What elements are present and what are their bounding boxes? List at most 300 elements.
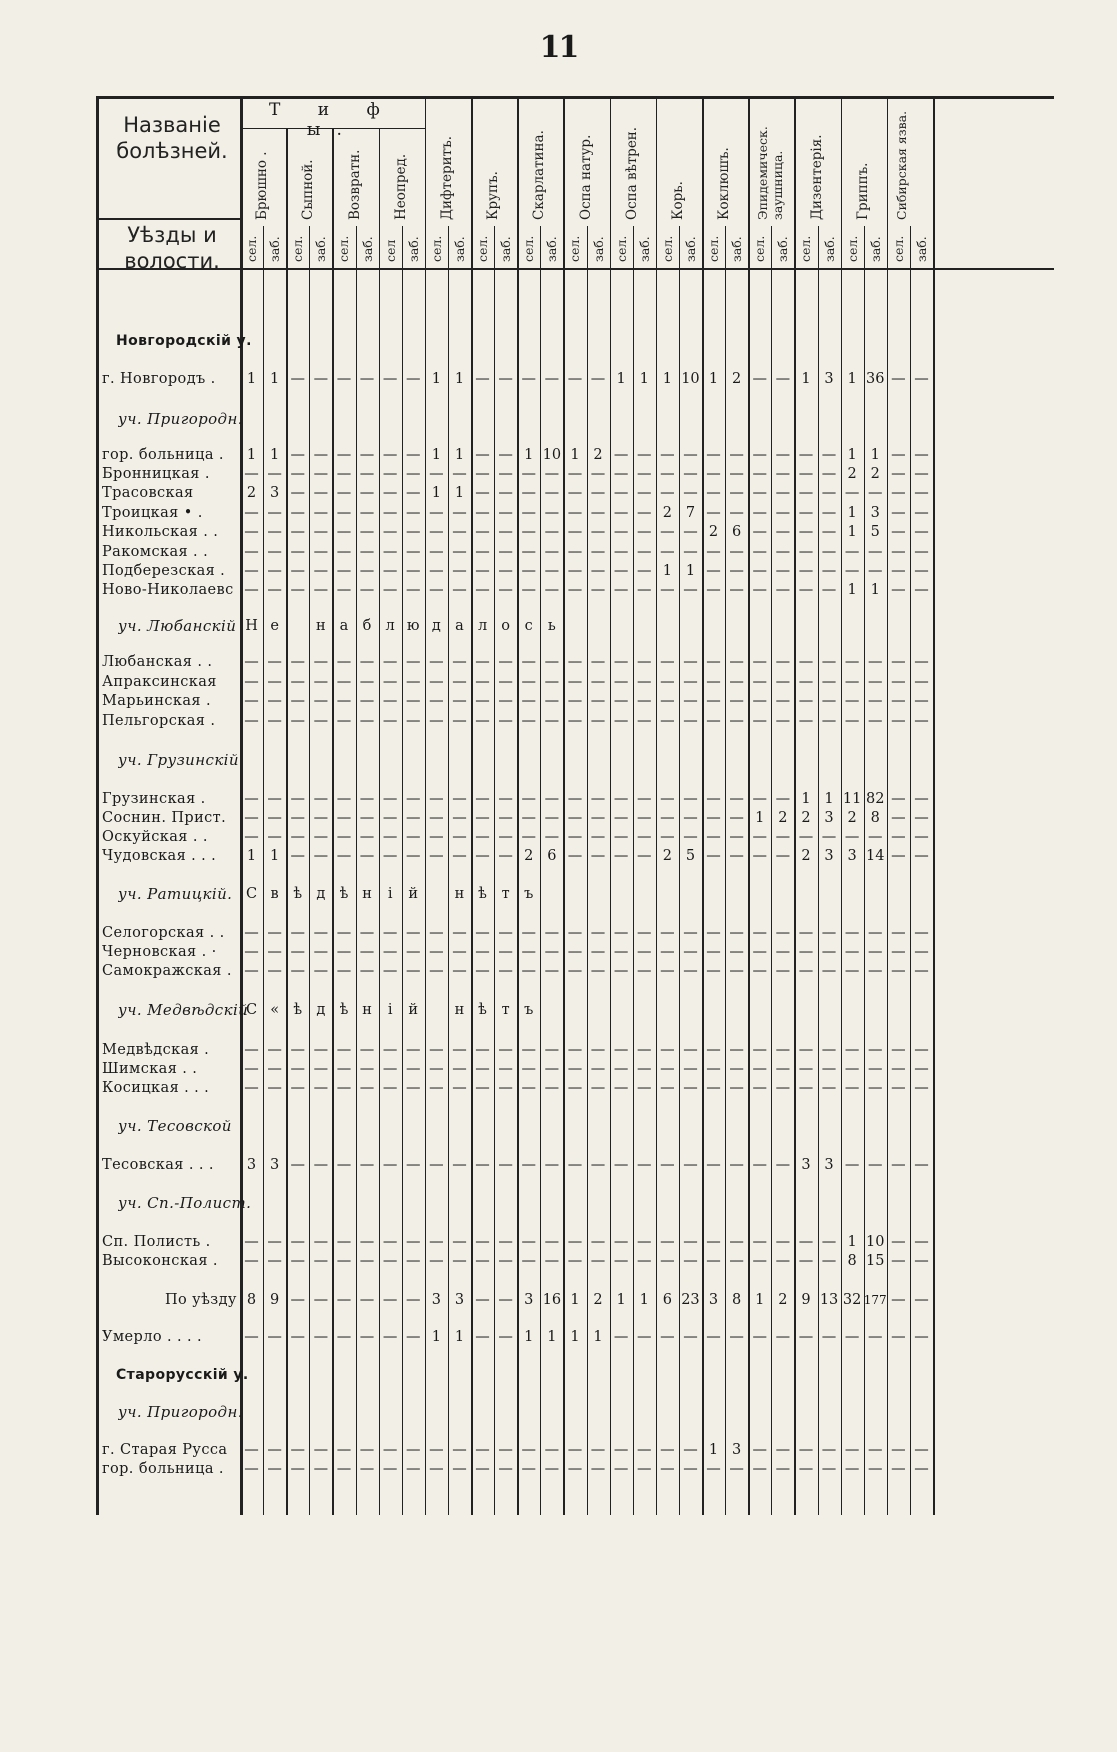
subcolumn-rule — [494, 226, 495, 1515]
table-cell: — — [244, 944, 259, 960]
table-cell: — — [452, 1157, 467, 1173]
subheader-zab: заб. — [590, 236, 606, 262]
subheader-sel: сел. — [290, 235, 306, 262]
table-cell: — — [844, 829, 860, 845]
table-cell: — — [521, 674, 536, 690]
table-cell: — — [752, 654, 767, 670]
table-cell: — — [798, 1461, 814, 1477]
table-cell: — — [336, 582, 352, 598]
table-cell: — — [244, 505, 259, 521]
table-cell: — — [405, 1442, 421, 1458]
table-cell: — — [798, 1442, 814, 1458]
table-cell: — — [867, 1042, 883, 1058]
table-cell: — — [914, 791, 929, 807]
table-cell: — — [452, 1042, 467, 1058]
table-cell: — — [267, 791, 282, 807]
table-cell: — — [267, 524, 282, 540]
row-label: Косицкая . . . — [102, 1080, 210, 1096]
table-cell: — — [729, 1461, 744, 1477]
table-cell: — — [844, 944, 860, 960]
table-cell: — — [290, 371, 305, 387]
table-cell: — — [683, 1157, 698, 1173]
table-cell: — — [405, 563, 421, 579]
table-cell: — — [405, 848, 421, 864]
table-cell: — — [359, 447, 375, 463]
table-cell: — — [567, 1461, 583, 1477]
table-cell: — — [567, 1253, 583, 1269]
table-cell: — — [613, 1234, 629, 1250]
table-cell: — — [336, 1253, 352, 1269]
table-cell: — — [706, 1253, 721, 1269]
table-cell: — — [636, 713, 652, 729]
table-cell: — — [336, 1157, 352, 1173]
table-cell: — — [567, 848, 583, 864]
table-cell: — — [429, 544, 444, 560]
table-cell: й — [408, 886, 419, 902]
table-cell: — — [729, 713, 744, 729]
table-cell: — — [475, 713, 490, 729]
table-cell: — — [475, 1461, 490, 1477]
table-cell: — — [636, 810, 652, 826]
table-cell: — — [891, 963, 906, 979]
table-cell: — — [475, 524, 490, 540]
table-cell: — — [382, 371, 398, 387]
subheader-zab: заб. — [729, 236, 745, 262]
table-cell: — — [914, 505, 929, 521]
table-cell: — — [452, 963, 467, 979]
table-cell: — — [844, 925, 860, 941]
table-cell: е — [270, 618, 279, 634]
table-cell: « — [270, 1002, 280, 1018]
table-cell: 2 — [778, 810, 788, 826]
table-cell: — — [914, 544, 929, 560]
table-cell: — — [336, 1061, 352, 1077]
table-cell: 3 — [824, 810, 834, 826]
table-cell: — — [336, 485, 352, 501]
table-cell: — — [359, 582, 375, 598]
table-cell: — — [706, 1061, 721, 1077]
table-cell: — — [891, 485, 906, 501]
table-cell: — — [267, 944, 282, 960]
table-cell: — — [544, 1061, 560, 1077]
table-cell: — — [405, 505, 421, 521]
table-cell: — — [683, 1442, 698, 1458]
table-cell: — — [660, 1442, 675, 1458]
table-cell: — — [382, 1253, 398, 1269]
table-cell: — — [729, 466, 744, 482]
table-cell: — — [891, 1292, 906, 1308]
table-cell: — — [382, 963, 398, 979]
disease-header: Возвратн. — [346, 149, 363, 220]
table-cell: ъ — [524, 1002, 534, 1018]
table-cell: 2 — [593, 447, 603, 463]
table-cell: — — [359, 1042, 375, 1058]
table-cell: — — [891, 1234, 906, 1250]
disease-header: Корь. — [669, 181, 686, 220]
table-cell: — — [844, 485, 860, 501]
table-cell: 2 — [662, 505, 672, 521]
table-cell: — — [452, 925, 467, 941]
table-cell: — — [891, 1080, 906, 1096]
table-cell: — — [683, 944, 698, 960]
subheader-zab: заб. — [451, 236, 467, 262]
table-cell: — — [844, 1442, 860, 1458]
table-cell: — — [706, 654, 721, 670]
table-cell: — — [775, 654, 791, 670]
table-cell: — — [660, 654, 675, 670]
table-cell: — — [775, 1461, 791, 1477]
table-cell: — — [359, 848, 375, 864]
table-cell: — — [636, 524, 652, 540]
table-cell: — — [752, 1061, 767, 1077]
table-cell: — — [752, 1329, 767, 1345]
table-cell: — — [544, 1461, 560, 1477]
table-cell: — — [775, 925, 791, 941]
row-label: Ново-Николаевс — [102, 582, 234, 598]
table-cell: — — [382, 925, 398, 941]
table-cell: — — [359, 674, 375, 690]
row-label: Старорусскій у. — [116, 1367, 249, 1383]
table-cell: — — [729, 654, 744, 670]
table-cell: — — [567, 829, 583, 845]
table-cell: — — [359, 524, 375, 540]
subheader-zab: заб. — [544, 236, 560, 262]
table-cell: — — [498, 944, 513, 960]
subheader-zab: заб. — [913, 236, 929, 262]
table-cell: — — [498, 447, 513, 463]
table-cell: — — [290, 674, 305, 690]
table-cell: — — [914, 1329, 929, 1345]
subheader-zab: заб. — [267, 236, 283, 262]
table-cell: — — [798, 466, 814, 482]
table-cell: — — [244, 1042, 259, 1058]
table-cell: 3 — [246, 1157, 257, 1173]
table-cell: — — [359, 1253, 375, 1269]
table-cell: — — [336, 447, 352, 463]
table-cell: — — [867, 944, 883, 960]
table-cell: — — [660, 674, 675, 690]
table-cell: — — [636, 829, 652, 845]
disease-header: Неопред. — [392, 153, 409, 220]
table-cell: — — [683, 1461, 698, 1477]
table-cell: — — [267, 1234, 282, 1250]
table-cell: — — [475, 1234, 490, 1250]
table-cell: 6 — [547, 848, 557, 864]
table-cell: 6 — [662, 1292, 672, 1308]
table-cell: — — [429, 582, 444, 598]
table-cell: — — [567, 674, 583, 690]
table-cell: — — [429, 524, 444, 540]
table-cell: — — [798, 654, 814, 670]
row-label: Марьинская . — [102, 693, 211, 709]
table-cell: — — [867, 713, 883, 729]
table-cell: — — [775, 466, 791, 482]
table-cell: — — [498, 1157, 513, 1173]
table-cell: 6 — [732, 524, 742, 540]
table-cell: с — [524, 618, 533, 634]
table-cell: — — [752, 848, 767, 864]
table-cell: — — [891, 1461, 906, 1477]
table-cell: — — [636, 1442, 652, 1458]
table-cell: — — [405, 1292, 421, 1308]
table-cell: — — [706, 810, 721, 826]
table-cell: 1 — [547, 1329, 557, 1345]
table-cell: 1 — [246, 371, 257, 387]
table-cell: — — [706, 713, 721, 729]
table-cell: — — [475, 1442, 490, 1458]
table-cell: — — [590, 563, 606, 579]
table-cell: — — [290, 1061, 305, 1077]
table-cell: — — [683, 1253, 698, 1269]
table-cell: — — [683, 963, 698, 979]
table-cell: 2 — [593, 1292, 603, 1308]
table-cell: — — [613, 829, 629, 845]
table-cell: — — [359, 944, 375, 960]
table-cell: — — [498, 810, 513, 826]
table-cell: — — [683, 1080, 698, 1096]
table-cell: — — [452, 505, 467, 521]
table-cell: — — [752, 1461, 767, 1477]
table-cell: — — [429, 1461, 444, 1477]
table-cell: — — [683, 1234, 698, 1250]
table-cell: — — [475, 848, 490, 864]
row-label: Чудовская . . . — [102, 848, 217, 864]
table-cell: — — [498, 693, 513, 709]
table-cell: — — [729, 791, 744, 807]
table-cell: 2 — [847, 466, 857, 482]
table-cell: — — [313, 829, 329, 845]
table-cell: — — [821, 485, 837, 501]
table-cell: — — [891, 447, 906, 463]
table-cell: — — [544, 925, 560, 941]
table-cell: — — [590, 1253, 606, 1269]
table-cell: — — [359, 505, 375, 521]
table-cell: — — [405, 944, 421, 960]
table-cell: — — [891, 944, 906, 960]
table-cell: — — [521, 1042, 536, 1058]
table-cell: — — [429, 1061, 444, 1077]
table-cell: 32 — [842, 1292, 862, 1308]
table-cell: — — [867, 925, 883, 941]
table-cell: 3 — [847, 848, 857, 864]
table-cell: 2 — [801, 810, 811, 826]
table-cell: — — [914, 693, 929, 709]
table-cell: — — [683, 1061, 698, 1077]
table-cell: — — [498, 963, 513, 979]
table-cell: — — [405, 1061, 421, 1077]
table-cell: — — [313, 1042, 329, 1058]
table-cell: 3 — [431, 1292, 441, 1308]
table-cell: — — [613, 963, 629, 979]
table-cell: — — [267, 693, 282, 709]
table-cell: — — [590, 544, 606, 560]
table-cell: — — [752, 925, 767, 941]
table-cell: — — [590, 1442, 606, 1458]
table-cell: — — [636, 791, 652, 807]
table-cell: — — [359, 791, 375, 807]
table-cell: — — [336, 944, 352, 960]
table-cell: 1 — [616, 371, 626, 387]
header-divider — [96, 218, 240, 220]
table-cell: — — [382, 1292, 398, 1308]
table-cell: — — [382, 1234, 398, 1250]
table-cell: — — [359, 810, 375, 826]
row-label: Тесовская . . . — [102, 1157, 214, 1173]
table-cell: — — [336, 544, 352, 560]
table-cell: 2 — [246, 485, 257, 501]
table-cell: — — [313, 963, 329, 979]
table-cell: — — [706, 925, 721, 941]
table-cell: — — [752, 563, 767, 579]
table-cell: — — [267, 1461, 282, 1477]
row-label: Апраксинская — [102, 674, 217, 690]
table-cell: — — [683, 466, 698, 482]
table-cell: ѣ — [293, 1002, 303, 1018]
subheader-sel: сел. — [567, 235, 583, 262]
table-cell: — — [914, 1442, 929, 1458]
table-cell: — — [590, 371, 606, 387]
table-cell: — — [429, 713, 444, 729]
table-cell: — — [660, 944, 675, 960]
table-cell: — — [498, 524, 513, 540]
table-cell: — — [452, 582, 467, 598]
table-cell: — — [429, 1234, 444, 1250]
table-cell: ю — [406, 618, 420, 634]
table-cell: — — [660, 524, 675, 540]
table-cell: — — [914, 1042, 929, 1058]
table-cell: — — [775, 582, 791, 598]
table-cell: — — [821, 654, 837, 670]
table-cell: — — [475, 485, 490, 501]
table-cell: — — [914, 1061, 929, 1077]
table-cell: — — [821, 1461, 837, 1477]
table-cell: — — [821, 1253, 837, 1269]
table-cell: — — [567, 654, 583, 670]
table-cell: — — [636, 1234, 652, 1250]
table-cell: — — [706, 1157, 721, 1173]
table-cell: 82 — [866, 791, 885, 807]
subcolumn-rule — [587, 226, 588, 1515]
table-cell: 1 — [570, 1292, 580, 1308]
table-cell: — — [521, 582, 536, 598]
table-cell: — — [613, 944, 629, 960]
table-cell: 10 — [542, 447, 562, 463]
table-cell: — — [405, 1080, 421, 1096]
table-cell: — — [891, 713, 906, 729]
table-cell: — — [798, 693, 814, 709]
table-cell: — — [706, 829, 721, 845]
table-cell: — — [844, 654, 860, 670]
table-cell: — — [867, 544, 883, 560]
table-cell: — — [475, 563, 490, 579]
table-cell: — — [521, 829, 536, 845]
table-cell: — — [567, 1234, 583, 1250]
table-cell: — — [636, 674, 652, 690]
table-cell: — — [821, 963, 837, 979]
table-cell: — — [544, 1157, 560, 1173]
table-cell: — — [405, 829, 421, 845]
table-cell: — — [867, 1061, 883, 1077]
table-cell: — — [290, 485, 305, 501]
table-cell: — — [613, 1157, 629, 1173]
table-cell: — — [267, 582, 282, 598]
subheader-sel: сел. — [613, 235, 629, 262]
table-cell: — — [613, 713, 629, 729]
table-cell: 1 — [870, 447, 880, 463]
table-cell: — — [498, 1080, 513, 1096]
table-cell: 2 — [662, 848, 672, 864]
subheader-zab: заб. — [359, 236, 375, 262]
table-cell: — — [590, 713, 606, 729]
table-cell: — — [475, 1253, 490, 1269]
table-cell: 16 — [542, 1292, 562, 1308]
table-cell: — — [244, 563, 259, 579]
table-cell: — — [775, 563, 791, 579]
table-cell: — — [544, 485, 560, 501]
table-cell: — — [544, 1442, 560, 1458]
table-cell: — — [752, 713, 767, 729]
table-cell: — — [429, 791, 444, 807]
table-cell: — — [590, 925, 606, 941]
table-cell: — — [244, 925, 259, 941]
table-cell: — — [729, 1234, 744, 1250]
table-cell: — — [521, 810, 536, 826]
table-cell: — — [290, 829, 305, 845]
table-cell: — — [914, 1292, 929, 1308]
table-cell: — — [313, 544, 329, 560]
table-cell: — — [683, 713, 698, 729]
table-cell: — — [452, 848, 467, 864]
typhus-group-label: Т и ф ы. — [269, 100, 396, 140]
table-cell: — — [244, 524, 259, 540]
table-cell: — — [821, 582, 837, 598]
table-cell: — — [914, 713, 929, 729]
table-cell: 1 — [524, 447, 534, 463]
table-cell: — — [660, 693, 675, 709]
table-cell: — — [706, 1234, 721, 1250]
table-cell: — — [498, 582, 513, 598]
table-cell: — — [613, 1061, 629, 1077]
table-cell: — — [729, 674, 744, 690]
table-cell: — — [752, 524, 767, 540]
table-cell: — — [267, 925, 282, 941]
table-cell: — — [359, 371, 375, 387]
table-cell: — — [521, 1061, 536, 1077]
table-cell: — — [590, 1080, 606, 1096]
table-cell: — — [382, 810, 398, 826]
table-cell: — — [660, 713, 675, 729]
table-cell: — — [359, 963, 375, 979]
table-cell: — — [798, 1329, 814, 1345]
table-cell: — — [752, 371, 767, 387]
table-cell: — — [891, 371, 906, 387]
table-cell: — — [475, 654, 490, 670]
table-cell: т — [501, 1002, 510, 1018]
table-cell: — — [683, 925, 698, 941]
table-cell: — — [544, 563, 560, 579]
row-label: Троицкая • . — [102, 505, 203, 521]
table-cell: — — [775, 674, 791, 690]
table-cell: 2 — [847, 810, 857, 826]
table-cell: — — [567, 791, 583, 807]
subheader-sel: сел. — [244, 235, 259, 262]
table-cell: — — [475, 963, 490, 979]
table-cell: — — [359, 485, 375, 501]
table-cell: — — [336, 693, 352, 709]
table-cell: — — [613, 810, 629, 826]
table-cell: — — [359, 925, 375, 941]
table-cell: — — [729, 848, 744, 864]
